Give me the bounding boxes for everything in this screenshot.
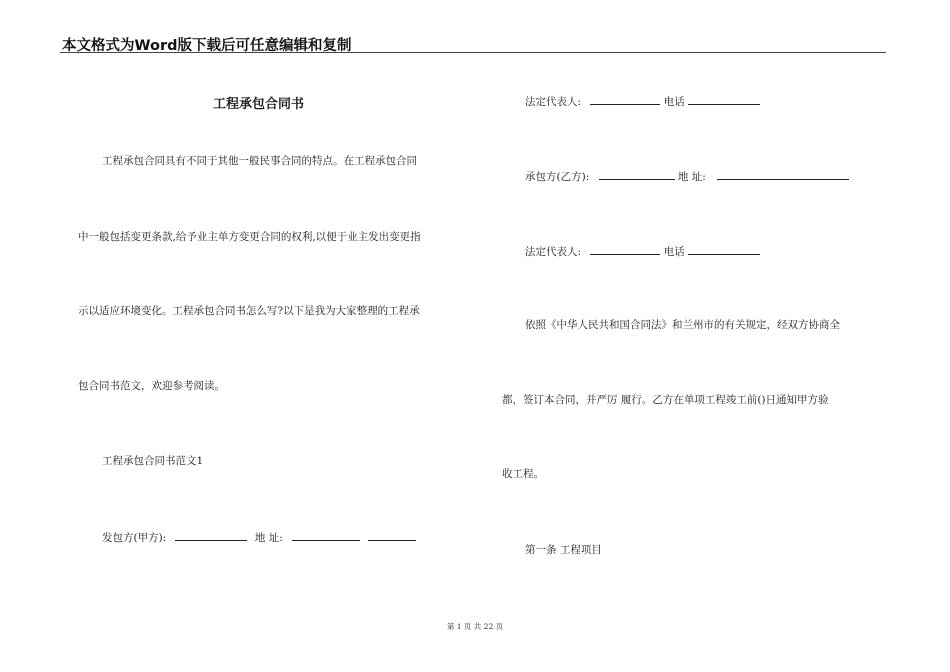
party-b-blank (599, 168, 675, 180)
party-a-label: 发包方(甲方): (102, 532, 167, 544)
body-line-3: 收工程。 (502, 468, 544, 480)
intro-line-4: 包合同书范文，欢迎参考阅读。 (78, 380, 225, 392)
intro-line-1: 工程承包合同具有不同于其他一般民事合同的特点。在工程承包合同 (102, 155, 417, 167)
party-a-address-label: 地 址: (254, 532, 283, 544)
party-a-address-blank-2 (368, 529, 416, 541)
legal-rep-row-1 (525, 93, 760, 109)
document-header-banner: 本文格式为Word版下载后可任意编辑和复制 (62, 38, 352, 54)
legal-rep-row-2 (525, 243, 760, 259)
phone-blank-2 (688, 243, 760, 255)
intro-line-3: 示以适应环境变化。工程承包合同书怎么写?以下是我为大家整理的工程承 (78, 305, 420, 317)
legal-rep-label-1: 法定代表人: (525, 96, 582, 108)
header-divider (60, 52, 886, 53)
party-b-label: 承包方(乙方): (525, 171, 590, 183)
party-a-blank (175, 529, 247, 541)
legal-rep-label-2: 法定代表人: (525, 246, 582, 258)
party-b-address-label: 地 址: (677, 171, 706, 183)
phone-blank-1 (688, 93, 760, 105)
party-b-address-blank (717, 168, 849, 180)
party-a-address-blank-1 (292, 529, 360, 541)
body-line-1: 依照《中华人民共和国合同法》和兰州市的有关规定，经双方协商全 (525, 319, 840, 331)
phone-label-1: 电话 (663, 96, 685, 108)
party-b-row (525, 168, 849, 184)
article-1-heading: 第一条 工程项目 (525, 544, 602, 556)
phone-label-2: 电话 (663, 246, 685, 258)
page-indicator: 第 1 页 共 22 页 (446, 622, 504, 631)
intro-line-2: 中一般包括变更条款,给予业主单方变更合同的权利,以便于业主发出变更指 (78, 231, 421, 243)
legal-rep-blank-2 (590, 243, 660, 255)
sample-heading: 工程承包合同书范文1 (102, 455, 204, 467)
body-line-2: 都，签订本合同，并严厉 履行。乙方在单项工程竣工前()日通知甲方验 (502, 394, 829, 406)
contract-title: 工程承包合同书 (213, 97, 305, 112)
legal-rep-blank-1 (590, 93, 660, 105)
party-a-row (102, 529, 416, 545)
